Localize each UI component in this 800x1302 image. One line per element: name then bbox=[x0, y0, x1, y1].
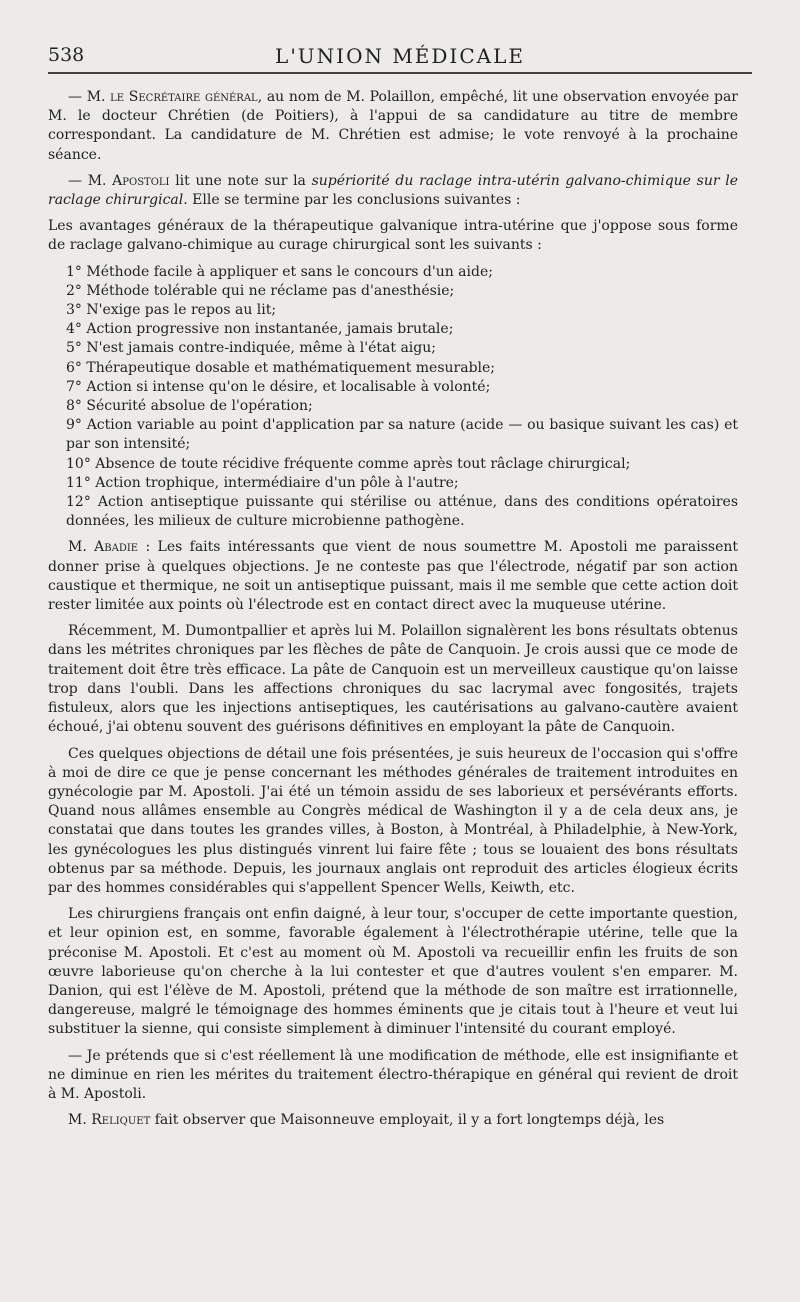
conclusions-list bbox=[48, 263, 738, 532]
list-item: 6° Thérapeutique dosable et mathématiquement mesurable; bbox=[66, 359, 496, 376]
speaker-name: M. Abadie : bbox=[68, 539, 151, 556]
running-title: L'UNION MÉDICALE bbox=[275, 44, 525, 68]
speaker-name: M. le Secrétaire général, bbox=[86, 89, 263, 105]
list-item: 9° Action variable au point d'application par sa nature (acide — ou basique suivant les cas) et par son intensité; bbox=[66, 417, 738, 453]
list-item: 11° Action trophique, intermédiaire d'un pôle à l'autre; bbox=[66, 474, 459, 491]
paragraph-secretary: — M. le Secrétaire général, au nom de M. Polaillon, empêché, lit une observation envoyée par M. le docteur Chrétien (de Poitiers), à l'appui de sa candidature au titre de membre correspondant. La candidature de M. Chrétien est admise; le vote renvoyé à la prochaine séance. bbox=[48, 89, 738, 163]
speaker-name: M. Apostoli bbox=[87, 172, 170, 189]
list-item: 8° Sécurité absolue de l'opération; bbox=[66, 398, 313, 415]
list-item: 1° Méthode facile à appliquer et sans le concours d'un aide; bbox=[66, 263, 493, 280]
speaker-name: M. Reliquet bbox=[68, 1112, 151, 1129]
list-item: 5° N'est jamais contre-indiquée, même à l'état aigu; bbox=[66, 340, 436, 357]
list-item: 10° Absence de toute récidive fréquente comme après tout râclage chirurgical; bbox=[66, 455, 631, 472]
list-item: 3° N'exige pas le repos au lit; bbox=[66, 302, 277, 319]
paragraph: Ces quelques objections de détail une fois présentées, je suis heureux de l'occasion qui s'offre à moi de dire ce que je pense concernant les méthodes générales de traitement introduites en gynécologie par M. Apostoli. J'ai été un témoin assidu de ses laborieux et persévérants efforts. Quand nous allâmes ensemble au Congrès médical de Washington il y a de cela deux ans, je constatai que dans toutes les grandes villes, à Boston, à Montréal, à Philadelphie, à New-York, les gynécologues les plus distingués vinrent lui faire fête ; tous se louaient des bons résultats obtenus par sa méthode. Depuis, les journaux anglais ont reproduit des articles élogieux écrits par des hommes considérables qui s'appellent Spencer Wells, Keiwth, etc. bbox=[48, 745, 738, 896]
conclusions-intro: Les avantages généraux de la thérapeutique galvanique intra-utérine que j'oppose sous forme de raclage galvano-chimique au curage chirurgical sont les suivants : bbox=[48, 218, 738, 254]
list-item: 12° Action antiseptique puissante qui stérilise ou atténue, dans des conditions opératoires données, les milieux de culture microbienne pathogène. bbox=[66, 494, 738, 530]
paragraph: Les chirurgiens français ont enfin daigné, à leur tour, s'occuper de cette importante question, et leur opinion est, en somme, favorable également à l'électrothérapie utérine, telle que la préconise M. Apostoli. Et c'est au moment où M. Apostoli va recueillir enfin les fruits de son œuvre laborieuse qu'on cherche à la lui contester et que d'autres voulent s'en emparer. M. Danion, qui est l'élève de M. Apostoli, prétend que la méthode de son maître est irrationnelle, dangereuse, malgré le témoignage des hommes éminents que je citais tout à l'heure et veut lui substituer la sienne, qui consiste simplement à diminuer l'intensité du courant employé. bbox=[48, 906, 738, 1038]
paragraph-abadie: M. Abadie : Les faits intéressants que vient de nous soumettre M. Apostoli me paraissent donner prise à quelques objections. Je ne conteste pas que l'électrode, négatif par son action caustique et thermique, ne soit un antiseptique puissant, mais il me semble que cette action doit rester limitée aux points où l'électrode est en contact direct avec la muqueuse utérine. bbox=[48, 539, 738, 614]
list-item: 4° Action progressive non instantanée, jamais brutale; bbox=[66, 321, 454, 338]
paragraph: — Je prétends que si c'est réellement là une modification de méthode, elle est insignifiante et ne diminue en rien les mérites du traitement électro-thérapique en général qui revient de droit à M. Apostoli. bbox=[48, 1047, 738, 1102]
paragraph-apostoli: — M. Apostoli lit une note sur la supériorité du raclage intra-utérin galvano-chimique sur le raclage chirurgical. Elle se termine par les conclusions suivantes : bbox=[48, 172, 738, 209]
list-item: 2° Méthode tolérable qui ne réclame pas d'anesthésie; bbox=[66, 282, 455, 299]
page-number: 538 bbox=[48, 44, 85, 66]
note-title: supériorité du raclage intra-utérin galvano-chimique sur le raclage chirurgical. bbox=[48, 172, 738, 209]
page-header bbox=[48, 38, 752, 74]
paragraph: Récemment, M. Dumontpallier et après lui M. Polaillon signalèrent les bons résultats obtenus dans les métrites chroniques par les flèches de pâte de Canquoin. Je crois aussi que ce mode de traitement doit être très efficace. La pâte de Canquoin est un merveilleux caustique qu'on laisse trop dans l'oubli. Dans les affections chroniques du sac lacrymal avec fongosités, trajets fistuleux, alors que les injections antiseptiques, les cautérisations au galvano-cautère avaient échoué, j'ai obtenu souvent des guérisons définitives en employant la pâte de Canquoin. bbox=[48, 623, 738, 736]
body-text bbox=[48, 88, 738, 1137]
list-item: 7° Action si intense qu'on le désire, et localisable à volonté; bbox=[66, 378, 491, 395]
paragraph-reliquet: M. Reliquet fait observer que Maisonneuve employait, il y a fort longtemps déjà, les bbox=[68, 1112, 665, 1129]
